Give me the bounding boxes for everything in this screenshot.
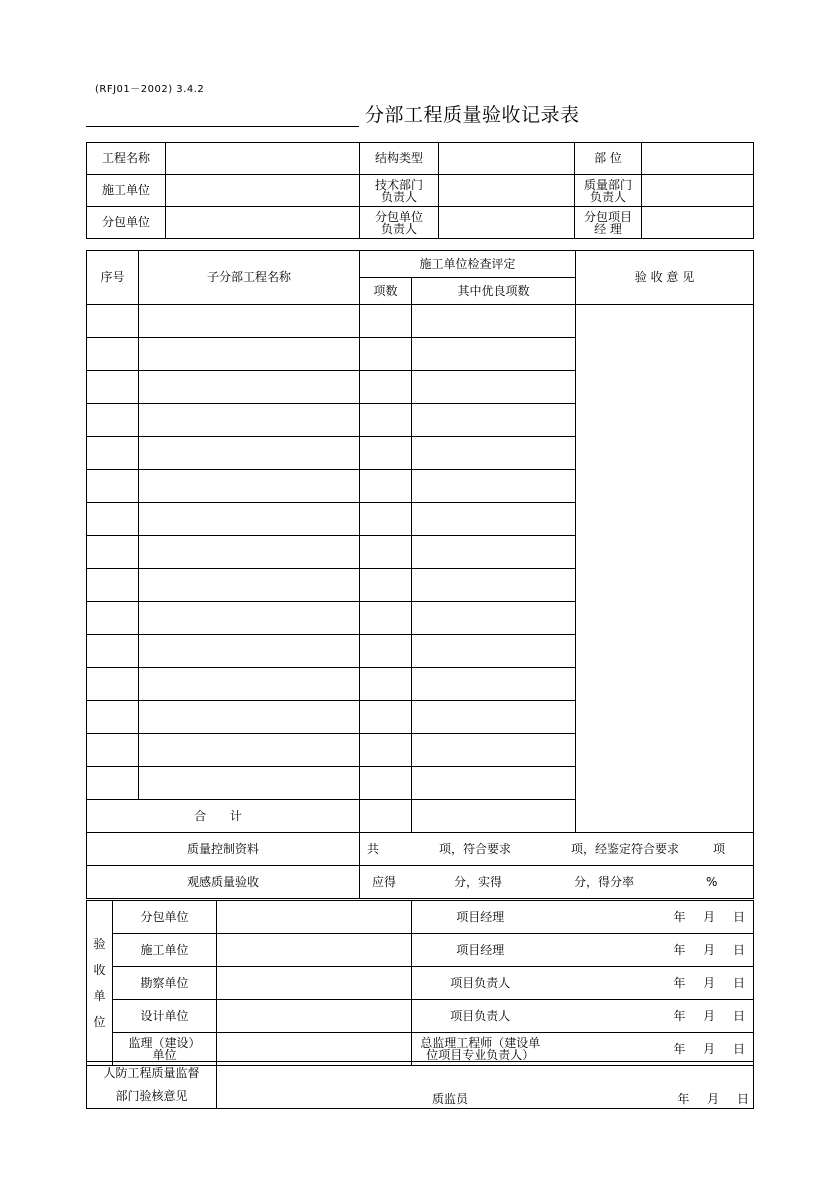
item-name-cell[interactable] [139,437,360,470]
subcontract-pm-value[interactable] [642,207,754,239]
acceptance-unit-2: 勘察单位 [113,967,217,1000]
civil-defense-table [86,1061,754,1109]
acceptance-unit-4: 监理（建设） 单位 [113,1033,217,1066]
acceptance-unit-0: 分包单位 [113,901,217,934]
acceptance-role-1: 项目经理 [412,934,549,967]
col-check-header: 施工单位检查评定 [360,251,576,278]
col-opinion-header: 验 收 意 见 [576,251,754,305]
quality-control-text[interactable]: 共 项，符合要求 项，经鉴定符合要求 项 [360,833,754,866]
item-count-cell[interactable] [360,437,412,470]
acceptance-role-4: 总监理工程师（建设单 位项目专业负责人） [412,1033,549,1066]
part-label: 部 位 [575,143,642,175]
item-name-cell[interactable] [139,503,360,536]
project-info-table [86,142,754,239]
item-name-cell[interactable] [139,470,360,503]
item-excellent-cell[interactable] [412,305,576,338]
acceptance-role-0: 项目经理 [412,901,549,934]
item-no-cell[interactable] [87,371,139,404]
acceptance-signature-0[interactable] [217,901,412,934]
item-excellent-cell[interactable] [412,701,576,734]
item-no-cell[interactable] [87,734,139,767]
col-excellent-header: 其中优良项数 [412,278,576,305]
item-no-cell[interactable] [87,569,139,602]
item-no-cell[interactable] [87,635,139,668]
item-count-cell[interactable] [360,338,412,371]
subcontract-unit-head-value[interactable] [439,207,575,239]
item-no-cell[interactable] [87,503,139,536]
item-count-cell[interactable] [360,767,412,800]
structure-type-value[interactable] [439,143,575,175]
item-name-cell[interactable] [139,569,360,602]
item-excellent-cell[interactable] [412,635,576,668]
item-name-cell[interactable] [139,404,360,437]
acceptance-date-2[interactable]: 年 月 日 [549,967,754,1000]
item-no-cell[interactable] [87,437,139,470]
item-no-cell[interactable] [87,701,139,734]
item-count-cell[interactable] [360,305,412,338]
item-name-cell[interactable] [139,305,360,338]
item-name-cell[interactable] [139,734,360,767]
subcontract-unit-value[interactable] [166,207,360,239]
item-excellent-cell[interactable] [412,404,576,437]
acceptance-signature-2[interactable] [217,967,412,1000]
subdivision-items-table [86,250,754,833]
quality-summary-table [86,832,754,899]
subcontract-pm-label: 分包项目 经 理 [575,207,642,239]
item-no-cell[interactable] [87,338,139,371]
item-name-cell[interactable] [139,701,360,734]
inspector-label: 质监员 [432,1092,469,1106]
item-count-cell[interactable] [360,404,412,437]
item-no-cell[interactable] [87,767,139,800]
quality-control-label: 质量控制资料 [87,833,360,866]
item-count-cell[interactable] [360,569,412,602]
item-count-cell[interactable] [360,635,412,668]
item-count-cell[interactable] [360,470,412,503]
title-underline [86,126,359,127]
item-excellent-cell[interactable] [412,437,576,470]
item-name-cell[interactable] [139,338,360,371]
col-name-header: 子分部工程名称 [139,251,360,305]
item-no-cell[interactable] [87,602,139,635]
total-count-cell[interactable] [360,800,412,833]
form-code: (RFJ01－2002) 3.4.2 [95,84,205,95]
item-excellent-cell[interactable] [412,734,576,767]
item-count-cell[interactable] [360,503,412,536]
tech-dept-head-value[interactable] [439,175,575,207]
appearance-quality-label: 观感质量验收 [87,866,360,899]
acceptance-unit-3: 设计单位 [113,1000,217,1033]
item-name-cell[interactable] [139,602,360,635]
item-no-cell[interactable] [87,536,139,569]
quality-dept-head-label: 质量部门 负责人 [575,175,642,207]
item-name-cell[interactable] [139,536,360,569]
subcontract-unit-head-label: 分包单位 负责人 [360,207,439,239]
quality-dept-head-value[interactable] [642,175,754,207]
civil-defense-label: 人防工程质量监督 部门验核意见 [87,1062,217,1109]
item-excellent-cell[interactable] [412,371,576,404]
col-no-header: 序号 [87,251,139,305]
civil-defense-date: 年 月 日 [677,1092,749,1106]
structure-type-label: 结构类型 [360,143,439,175]
acceptance-unit-1: 施工单位 [113,934,217,967]
item-excellent-cell[interactable] [412,503,576,536]
acceptance-date-3[interactable]: 年 月 日 [549,1000,754,1033]
item-count-cell[interactable] [360,602,412,635]
item-excellent-cell[interactable] [412,767,576,800]
item-count-cell[interactable] [360,536,412,569]
acceptance-date-4[interactable]: 年 月 日 [549,1033,754,1066]
item-excellent-cell[interactable] [412,470,576,503]
acceptance-role-2: 项目负责人 [412,967,549,1000]
item-count-cell[interactable] [360,701,412,734]
acceptance-signature-1[interactable] [217,934,412,967]
item-no-cell[interactable] [87,404,139,437]
construction-unit-value[interactable] [166,175,360,207]
acceptance-units-table [86,900,754,1066]
item-count-cell[interactable] [360,668,412,701]
item-no-cell[interactable] [87,305,139,338]
page-title: 分部工程质量验收记录表 [365,104,580,126]
project-name-value[interactable] [166,143,360,175]
subcontract-unit-label: 分包单位 [87,207,166,239]
construction-unit-label: 施工单位 [87,175,166,207]
tech-dept-head-label: 技术部门 负责人 [360,175,439,207]
acceptance-side-label: 验 收 单 位 [87,901,113,1066]
item-excellent-cell[interactable] [412,668,576,701]
item-count-cell[interactable] [360,734,412,767]
item-excellent-cell[interactable] [412,602,576,635]
col-count-header: 项数 [360,278,412,305]
acceptance-date-0[interactable]: 年 月 日 [549,901,754,934]
civil-defense-opinion[interactable] [217,1062,754,1109]
appearance-quality-text[interactable]: 应得 分，实得 分，得分率 % [360,866,754,899]
acceptance-role-3: 项目负责人 [412,1000,549,1033]
acceptance-signature-3[interactable] [217,1000,412,1033]
acceptance-date-1[interactable]: 年 月 日 [549,934,754,967]
project-name-label: 工程名称 [87,143,166,175]
item-name-cell[interactable] [139,371,360,404]
item-name-cell[interactable] [139,767,360,800]
item-name-cell[interactable] [139,668,360,701]
acceptance-opinion-cell[interactable] [576,305,754,833]
item-excellent-cell[interactable] [412,536,576,569]
item-count-cell[interactable] [360,371,412,404]
item-excellent-cell[interactable] [412,569,576,602]
total-label: 合 计 [87,800,360,833]
table-row [87,305,754,338]
total-excellent-cell[interactable] [412,800,576,833]
part-value[interactable] [642,143,754,175]
item-no-cell[interactable] [87,668,139,701]
item-excellent-cell[interactable] [412,338,576,371]
item-name-cell[interactable] [139,635,360,668]
item-no-cell[interactable] [87,470,139,503]
